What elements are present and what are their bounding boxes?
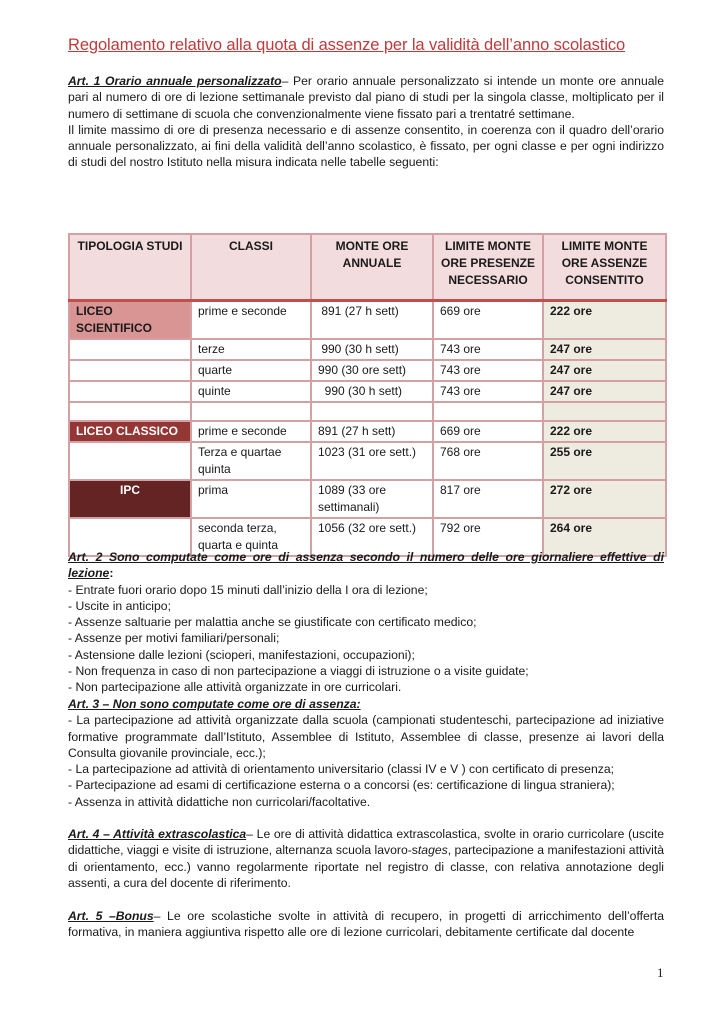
art2-heading: Art. 2 Sono computate come ore di assenza secondo il numero delle ore giornaliere effettive di lezione	[68, 550, 664, 581]
list-item: - Non partecipazione alle attività organizzate in ore curricolari.	[68, 680, 402, 695]
art3-list	[68, 712, 664, 810]
list-item: - Assenze per motivi familiari/personali;	[68, 631, 280, 646]
classi-cell: prime e seconde	[191, 421, 311, 442]
art2-section	[68, 549, 664, 696]
presenze-cell: 768 ore	[433, 442, 543, 480]
presenze-cell: 669 ore	[433, 421, 543, 442]
type-cell	[69, 442, 191, 480]
table-row	[69, 381, 666, 402]
classi-cell: prima	[191, 480, 311, 518]
classi-cell: prime e seconde	[191, 301, 311, 340]
art1-heading: Art. 1 Orario annuale personalizzato	[68, 74, 282, 88]
type-cell-ipc: IPC	[69, 480, 191, 518]
art3-section	[68, 696, 664, 810]
classi-cell: terze	[191, 339, 311, 360]
list-item: - Uscite in anticipo;	[68, 598, 171, 613]
classi-cell: seconda terza, quarta e quinta	[191, 518, 311, 556]
presenze-cell: 743 ore	[433, 339, 543, 360]
art4-section	[68, 826, 664, 891]
presenze-cell: 817 ore	[433, 480, 543, 518]
art5-section	[68, 908, 664, 941]
header-monte-ore: MONTE ORE ANNUALE	[311, 234, 433, 301]
art1-paragraph-2: Il limite massimo di ore di presenza necessario e di assenze consentito, in coerenza con il quadro dell’orario annuale personalizzato, ai fini della validità dell’anno scolastico, è fissato, per ogni classe e per ogni indirizzo di studi del nostro Istituto nella misura indicata nelle tabelle seguenti:	[68, 122, 664, 170]
header-limite-presenze: LIMITE MONTE ORE PRESENZE NECESSARIO	[433, 234, 543, 301]
list-item: - La partecipazione ad attività organizzate dalla scuola (campionati studenteschi, partecipazione ad iniziative formative programmate dall’Istituto, Assemblee di Istituto, Assemblee di classe, presenze ai lavori della Consulta giovanile provinciale, ecc.);	[68, 713, 664, 760]
list-item: - La partecipazione ad attività di orientamento universitario (classi IV e V ) con certificato di presenza;	[68, 762, 614, 777]
art5-heading: Art. 5 –Bonus	[68, 909, 154, 923]
table-header-row	[69, 234, 666, 301]
spacer-cell	[543, 402, 666, 421]
art2-list	[68, 582, 664, 696]
monte-cell: 990 (30 ore sett)	[311, 360, 433, 381]
art1-text: – Per orario annuale personalizzato si intende un monte ore annuale pari al numero di ore di lezione settimanale previsto dal piano di studi per la singola classe, moltiplicato per il numero di settimane di scuola che convenzionalmente viene fissato pari a trentatré settimane.	[68, 74, 665, 121]
presenze-cell: 743 ore	[433, 360, 543, 381]
header-limite-assenze: LIMITE MONTE ORE ASSENZE CONSENTITO	[543, 234, 666, 301]
absence-limits-table	[68, 233, 667, 557]
spacer-cell	[311, 402, 433, 421]
art4-text-b: , partecipazione a manifestazioni attività di orientamento, ecc.) vanno regolarmente riportate nel registro di classe, con relativa annotazione degli assenti, a cura del docente di riferimento.	[68, 843, 665, 890]
art3-heading: Art. 3 – Non sono computate come ore di assenza:	[68, 697, 361, 711]
classi-cell: Terza e quartae quinta	[191, 442, 311, 480]
monte-cell: 1089 (33 ore settimanali)	[311, 480, 433, 518]
assenze-cell: 255 ore	[543, 442, 666, 480]
spacer-cell	[191, 402, 311, 421]
table-row	[69, 442, 666, 480]
monte-cell: 891 (27 h sett)	[311, 421, 433, 442]
monte-cell: 990 (30 h sett)	[311, 381, 433, 402]
type-cell	[69, 339, 191, 360]
page-number: 1	[657, 965, 664, 980]
assenze-cell: 264 ore	[543, 518, 666, 556]
art5-text: – Le ore scolastiche svolte in attività di recupero, in progetti di arricchimento dell’offerta formativa, in maniera aggiuntiva rispetto alle ore di lezione curricolari, debitamente certificate dal docente	[68, 909, 665, 940]
assenze-cell: 247 ore	[543, 339, 666, 360]
art2-heading-line	[68, 549, 664, 582]
type-cell	[69, 381, 191, 402]
assenze-cell: 247 ore	[543, 381, 666, 402]
list-item: - Assenze saltuarie per malattia anche se giustificate con certificato medico;	[68, 615, 477, 630]
spacer-cell	[433, 402, 543, 421]
type-cell-liceo-scientifico: LICEO SCIENTIFICO	[69, 301, 191, 340]
header-classi: CLASSI	[191, 234, 311, 301]
art5-paragraph	[68, 908, 664, 941]
art4-paragraph	[68, 826, 664, 891]
table-row	[69, 301, 666, 340]
type-cell-liceo-classico: LICEO CLASSICO	[69, 421, 191, 442]
art4-text-a: – Le ore di attività didattica extrascolastica, svolte in orario curricolare (uscite didattiche, viaggi e visite di istruzione, alternanza scuola lavoro-s	[68, 827, 664, 858]
list-item: - Entrate fuori orario dopo 15 minuti dall’inizio della I ora di lezione;	[68, 582, 428, 597]
presenze-cell: 792 ore	[433, 518, 543, 556]
assenze-cell: 272 ore	[543, 480, 666, 518]
table-row	[69, 360, 666, 381]
presenze-cell: 743 ore	[433, 381, 543, 402]
header-tipologia: TIPOLOGIA STUDI	[69, 234, 191, 301]
art1-section	[68, 73, 664, 171]
spacer-cell	[69, 402, 191, 421]
list-item: - Non frequenza in caso di non partecipazione a viaggi di istruzione o a visite guidate;	[68, 664, 529, 679]
art2-colon: :	[109, 566, 114, 581]
assenze-cell: 222 ore	[543, 301, 666, 340]
document-title: Regolamento relativo alla quota di assenze per la validità dell’anno scolastico	[68, 36, 626, 54]
assenze-cell: 247 ore	[543, 360, 666, 381]
table-spacer-row	[69, 402, 666, 421]
monte-cell: 1023 (31 ore sett.)	[311, 442, 433, 480]
type-cell	[69, 360, 191, 381]
monte-cell: 891 (27 h sett)	[311, 301, 433, 340]
art4-text-italic: tages	[417, 843, 448, 858]
table-row	[69, 421, 666, 442]
table-row	[69, 480, 666, 518]
table-row	[69, 339, 666, 360]
presenze-cell: 669 ore	[433, 301, 543, 340]
art1-paragraph	[68, 73, 664, 122]
classi-cell: quinte	[191, 381, 311, 402]
list-item: - Astensione dalle lezioni (scioperi, manifestazioni, occupazioni);	[68, 647, 415, 662]
list-item: - Assenza in attività didattiche non curricolari/facoltative.	[68, 794, 371, 809]
assenze-cell: 222 ore	[543, 421, 666, 442]
list-item: - Partecipazione ad esami di certificazione esterna o a concorsi (es: certificazione di lingua straniera);	[68, 778, 615, 793]
classi-cell: quarte	[191, 360, 311, 381]
monte-cell: 990 (30 h sett)	[311, 339, 433, 360]
art4-heading: Art. 4 – Attività extrascolastica	[68, 827, 247, 841]
monte-cell: 1056 (32 ore sett.)	[311, 518, 433, 556]
